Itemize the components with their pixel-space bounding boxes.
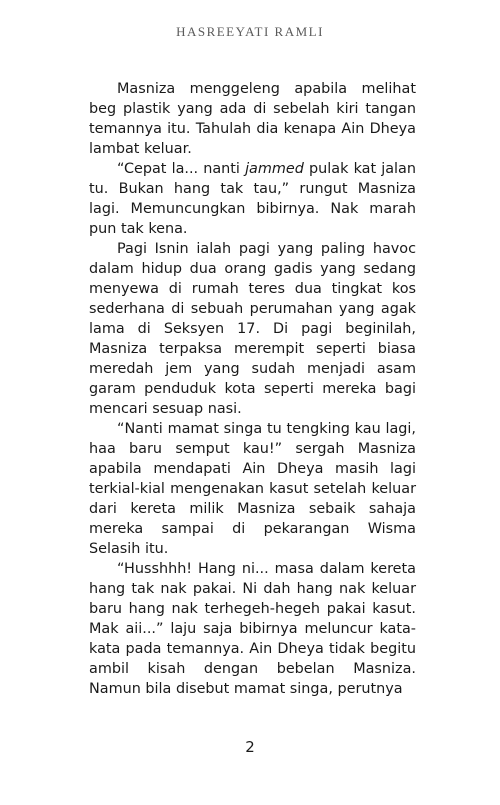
paragraph-2-part-2: pulak kat jalan tu. Bukan hang tak tau,” rungut Masniza lagi. Memuncungkan bibirnya. Nak marah pun tak kena.: [89, 161, 416, 237]
paragraph-5: “Husshhh! Hang ni... masa dalam kereta hang tak nak pakai. Ni dah hang nak keluar baru hang nak terhegeh-hegeh pakai kasut. Mak aii...” laju saja bibirnya meluncur kata-kata pada temannya. Ain Dheya tidak begitu ambil kisah dengan bebelan Masniza. Namun bila disebut mamat singa, perutnya: [89, 561, 416, 697]
page-number: 2: [245, 738, 255, 756]
running-head: HASREEYATI RAMLI: [176, 24, 324, 39]
paragraph-2-part-1: “Cepat la... nanti: [117, 161, 246, 177]
paragraph-4: “Nanti mamat singa tu tengking kau lagi, haa baru semput kau!” sergah Masniza apabila mendapati Ain Dheya masih lagi terkial-kial mengenakan kasut setelah keluar dari kereta milik Masniza sebaik sahaja mereka sampai di pekarangan Wisma Selasih itu.: [89, 421, 416, 557]
paragraph-1: Masniza menggeleng apabila melihat beg plastik yang ada di sebelah kiri tangan temannya itu. Tahulah dia kenapa Ain Dheya lambat keluar.: [89, 81, 416, 157]
body-text: [89, 79, 416, 699]
paragraph-2: [89, 159, 416, 239]
paragraph-3: Pagi Isnin ialah pagi yang paling havoc dalam hidup dua orang gadis yang sedang menyewa di rumah teres dua tingkat kos sederhana di sebuah perumahan yang agak lama di Seksyen 17. Di pagi beginilah, Masniza terpaksa merempit seperti biasa meredah jem yang sudah menjadi asam garam penduduk kota seperti mereka bagi mencari sesuap nasi.: [89, 241, 416, 417]
paragraph-2-emphasis: jammed: [245, 161, 304, 177]
